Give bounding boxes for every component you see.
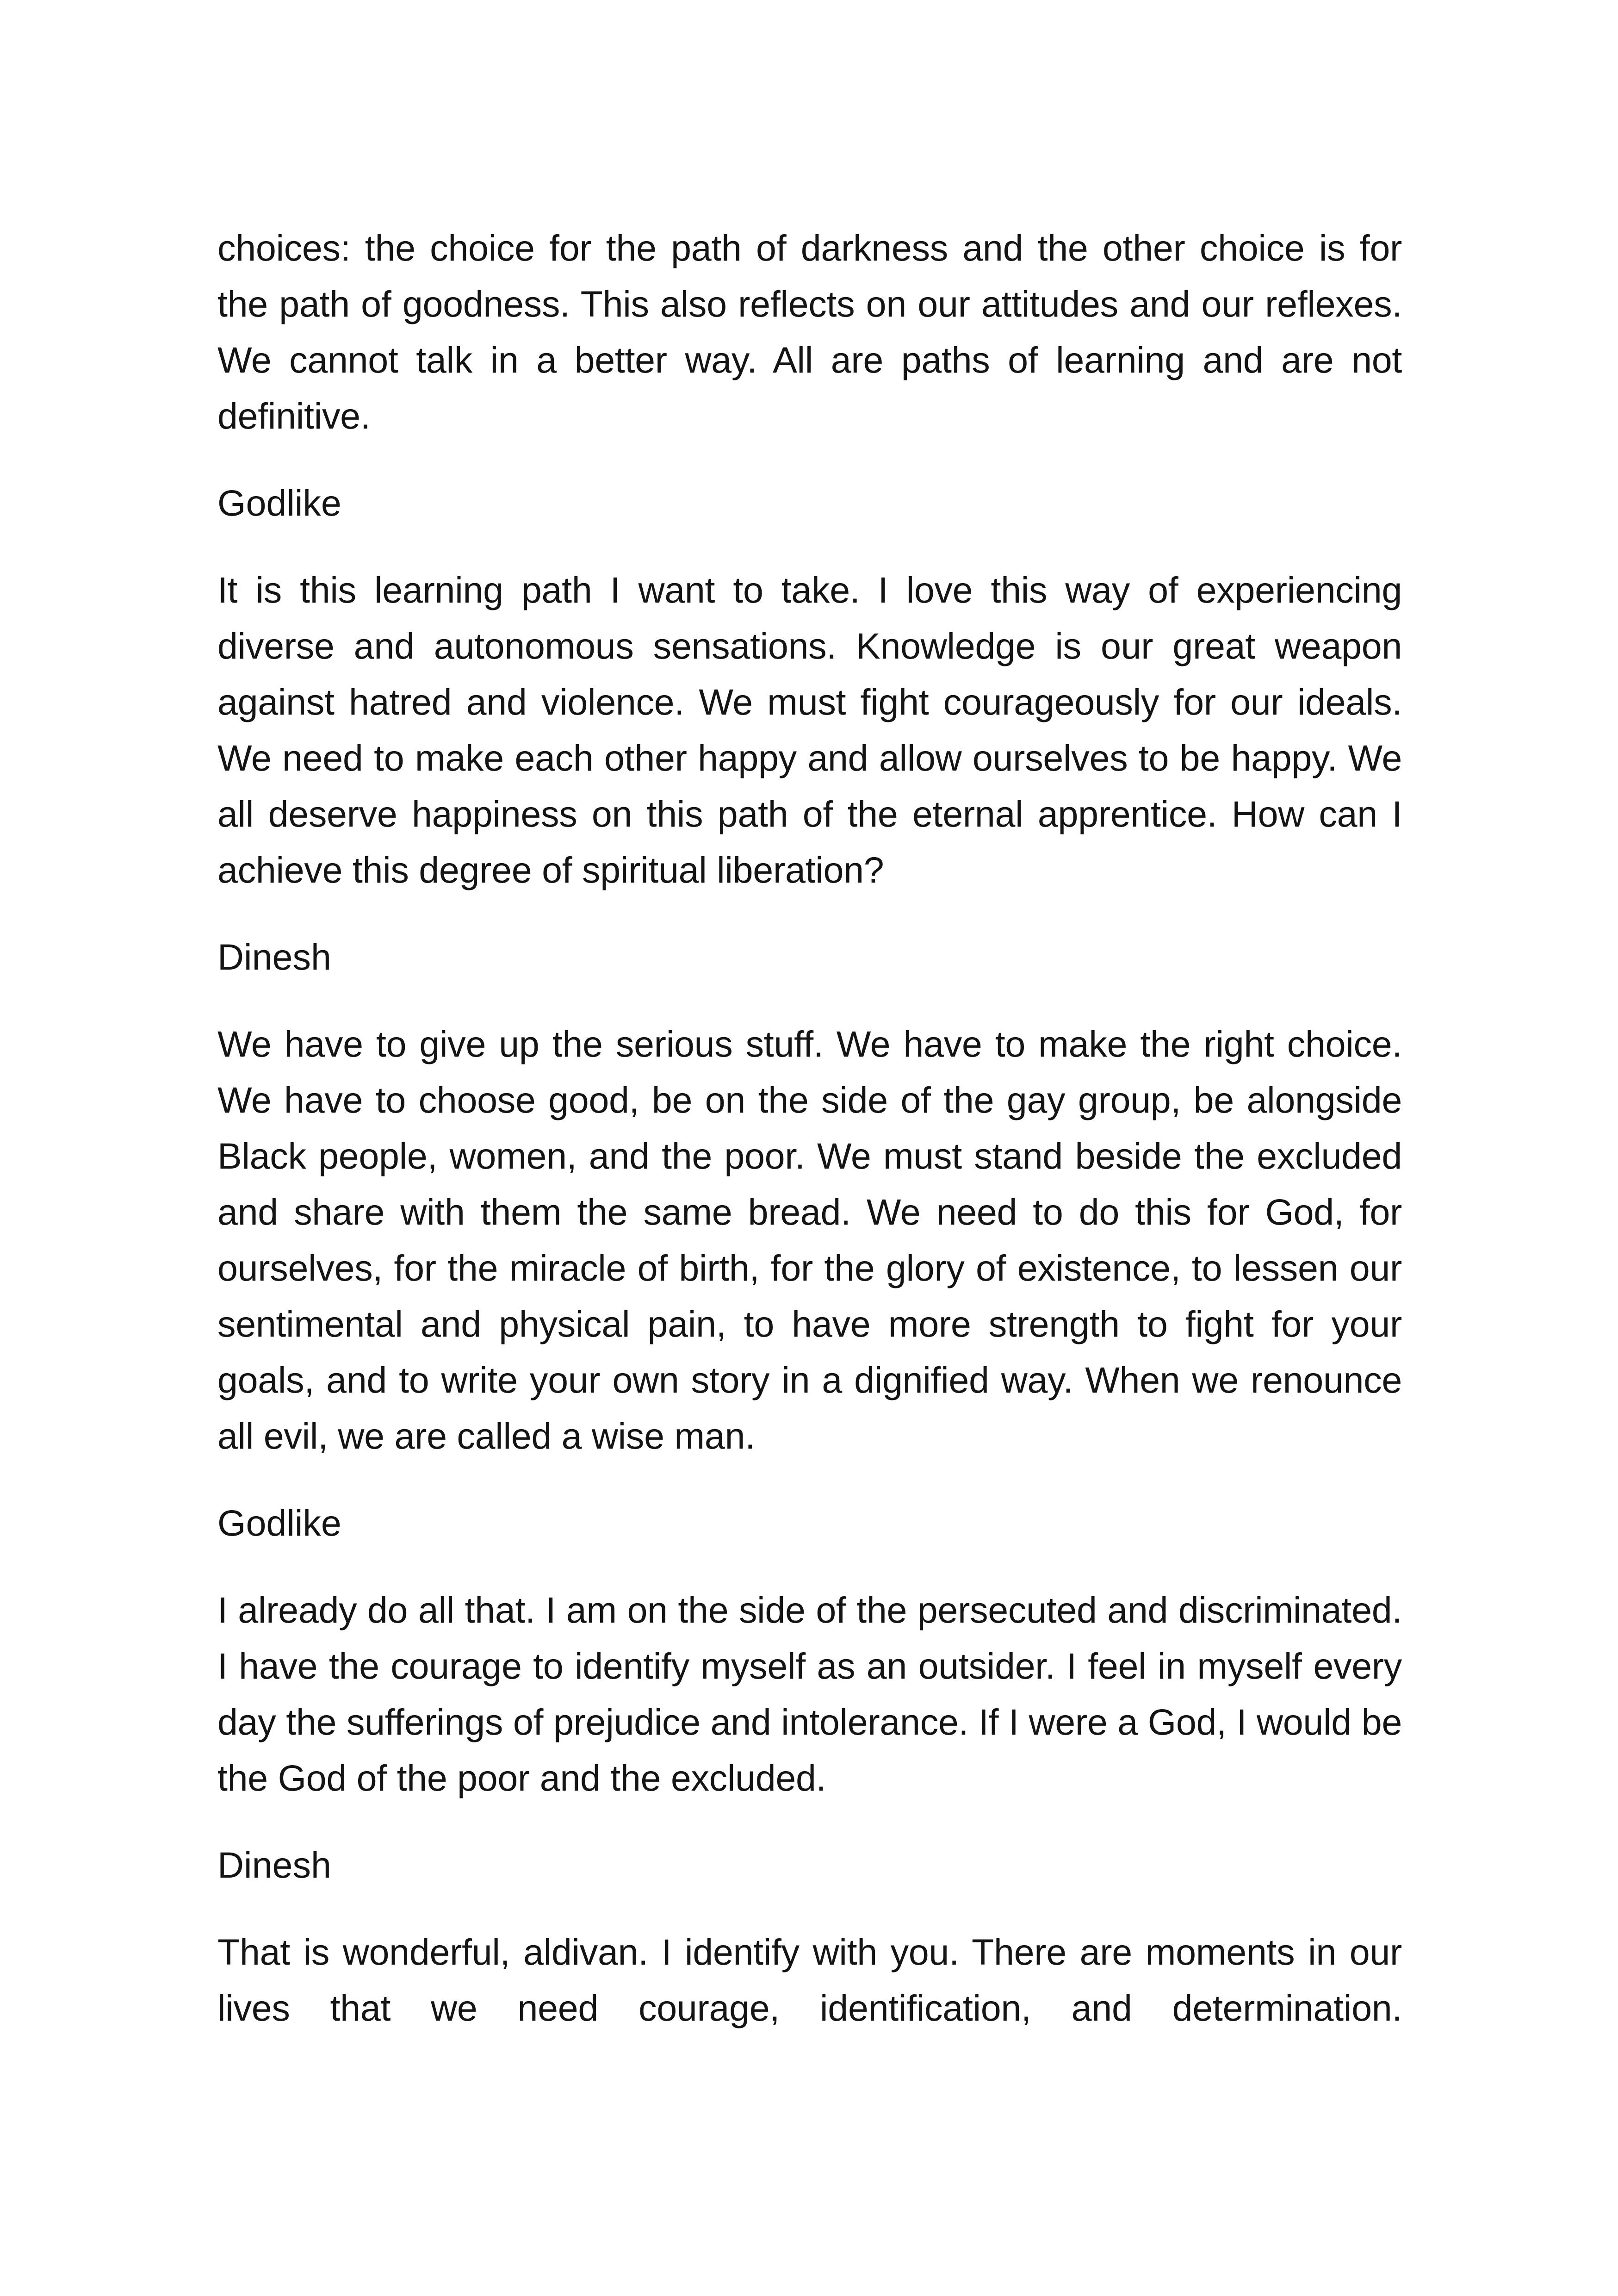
paragraph-spacer bbox=[217, 1806, 1402, 1837]
dialogue-text-column bbox=[217, 220, 1402, 2036]
paragraph-spacer bbox=[217, 1464, 1402, 1495]
paragraph-godlike-speech: I already do all that. I am on the side of the persecuted and discriminated. I have the courage to identify myself as an outsider. I feel in myself every day the sufferings of prejudice and intolerance. If I were a God, I would be the God of the poor and the excluded. bbox=[217, 1589, 1402, 1798]
paragraph-spacer bbox=[217, 1551, 1402, 1582]
paragraph-spacer bbox=[217, 898, 1402, 929]
paragraph-narration: choices: the choice for the path of darkness and the other choice is for the path of goodness. This also reflects on our attitudes and our reflexes. We cannot talk in a better way. All are paths of learning and are not definitive. bbox=[217, 227, 1402, 436]
speaker-name-dinesh: Dinesh bbox=[217, 1844, 331, 1885]
paragraph-spacer bbox=[217, 985, 1402, 1016]
paragraph-spacer bbox=[217, 1893, 1402, 1924]
paragraph-spacer bbox=[217, 444, 1402, 475]
paragraph-dinesh-speech: We have to give up the serious stuff. We have to make the right choice. We have to choose good, be on the side of the gay group, be alongside Black people, women, and the poor. We must stand beside the excluded and share with them the same bread. We need to do this for God, for ourselves, for the miracle of birth, for the glory of existence, to lessen our sentimental and physical pain, to have more strength to fight for your goals, and to write your own story in a dignified way. When we renounce all evil, we are called a wise man. bbox=[217, 1023, 1402, 1456]
paragraph-godlike-speech: It is this learning path I want to take. I love this way of experiencing diverse and autonomous sensations. Knowledge is our great weapon against hatred and violence. We must fight courageously for our ideals. We need to make each other happy and allow ourselves to be happy. We all deserve happiness on this path of the eternal apprentice. How can I achieve this degree of spiritual liberation? bbox=[217, 569, 1402, 890]
speaker-name-dinesh: Dinesh bbox=[217, 936, 331, 977]
speaker-name-godlike: Godlike bbox=[217, 1502, 341, 1543]
paragraph-dinesh-speech: That is wonderful, aldivan. I identify with you. There are moments in our lives that we need courage, identification, and determination. bbox=[217, 1931, 1402, 2028]
paragraph-spacer bbox=[217, 531, 1402, 562]
speaker-name-godlike: Godlike bbox=[217, 482, 341, 523]
